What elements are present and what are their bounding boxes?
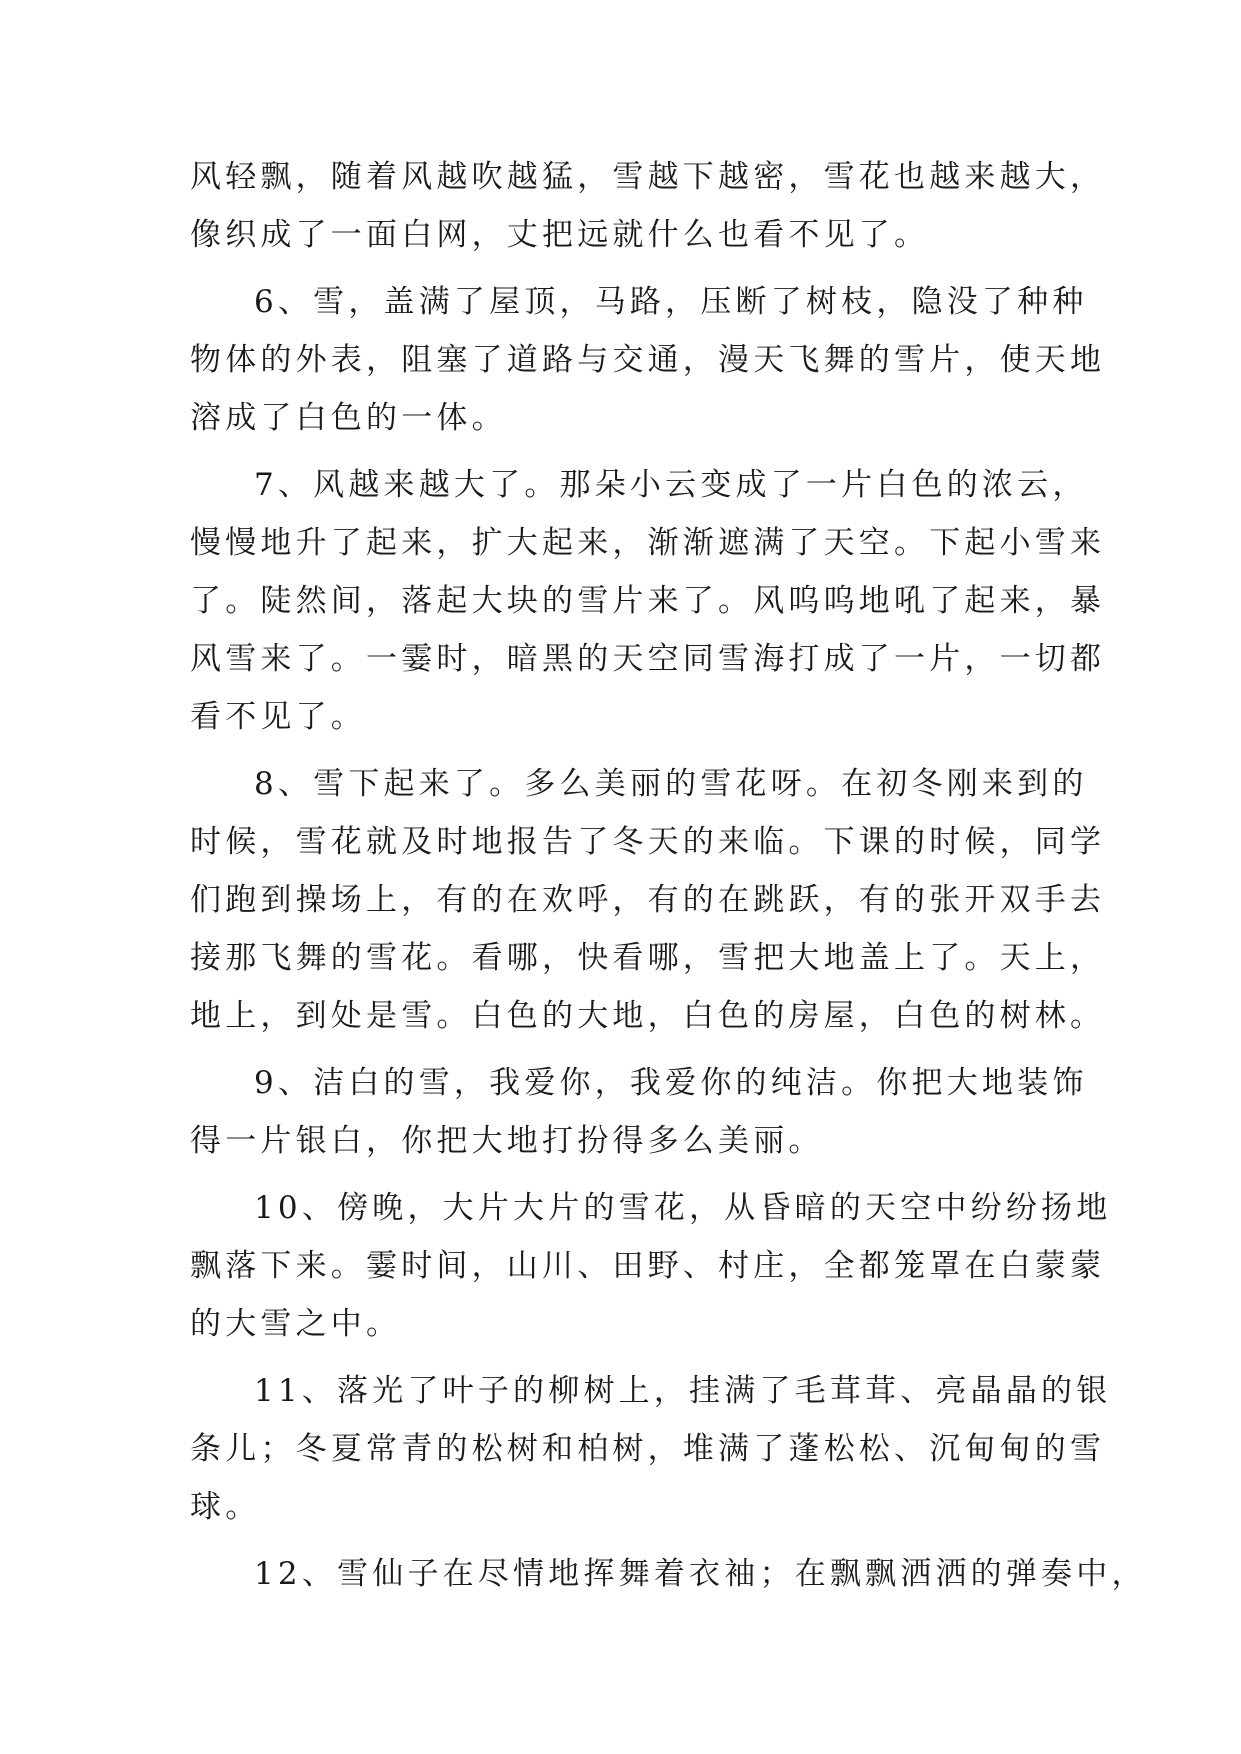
text-line: 的大雪之中。 (190, 1306, 402, 1342)
text-line: 风雪来了。一霎时，暗黑的天空同雪海打成了一片，一切都 (190, 641, 1106, 677)
text-line: 接那飞舞的雪花。看哪，快看哪，雪把大地盖上了。天上， (190, 940, 1106, 976)
text-line: 条儿；冬夏常青的松树和柏树，堆满了蓬松松、沉甸甸的雪 (190, 1431, 1106, 1467)
text-line: 飘落下来。霎时间，山川、田野、村庄，全都笼罩在白蒙蒙 (190, 1248, 1106, 1284)
text-line: 11、落光了叶子的柳树上，挂满了毛茸茸、亮晶晶的银 (254, 1373, 1112, 1409)
text-line: 12、雪仙子在尽情地挥舞着衣袖；在飘飘洒洒的弹奏中， (254, 1556, 1147, 1592)
text-line: 像织成了一面白网，丈把远就什么也看不见了。 (190, 217, 930, 253)
text-line: 8、雪下起来了。多么美丽的雪花呀。在初冬刚来到的 (254, 766, 1088, 802)
text-line: 10、傍晚，大片大片的雪花，从昏暗的天空中纷纷扬地 (254, 1190, 1112, 1226)
text-line: 得一片银白，你把大地打扮得多么美丽。 (190, 1123, 824, 1159)
text-line: 们跑到操场上，有的在欢呼，有的在跳跃，有的张开双手去 (190, 882, 1106, 918)
text-line: 物体的外表，阻塞了道路与交通，漫天飞舞的雪片，使天地 (190, 342, 1106, 378)
text-line: 地上，到处是雪。白色的大地，白色的房屋，白色的树林。 (190, 998, 1106, 1034)
text-line: 慢慢地升了起来，扩大起来，渐渐遮满了天空。下起小雪来 (190, 525, 1106, 561)
text-line: 了。陡然间，落起大块的雪片来了。风呜呜地吼了起来，暴 (190, 583, 1106, 619)
text-line: 溶成了白色的一体。 (190, 400, 507, 436)
text-line: 9、洁白的雪，我爱你，我爱你的纯洁。你把大地装饰 (254, 1065, 1088, 1101)
text-line: 风轻飘，随着风越吹越猛，雪越下越密，雪花也越来越大， (190, 159, 1106, 195)
text-line: 7、风越来越大了。那朵小云变成了一片白色的浓云， (254, 467, 1088, 503)
text-line: 时候，雪花就及时地报告了冬天的来临。下课的时候，同学 (190, 824, 1106, 860)
text-line: 看不见了。 (190, 699, 366, 735)
text-line: 球。 (190, 1489, 261, 1525)
text-line: 6、雪，盖满了屋顶，马路，压断了树枝，隐没了种种 (254, 284, 1088, 320)
